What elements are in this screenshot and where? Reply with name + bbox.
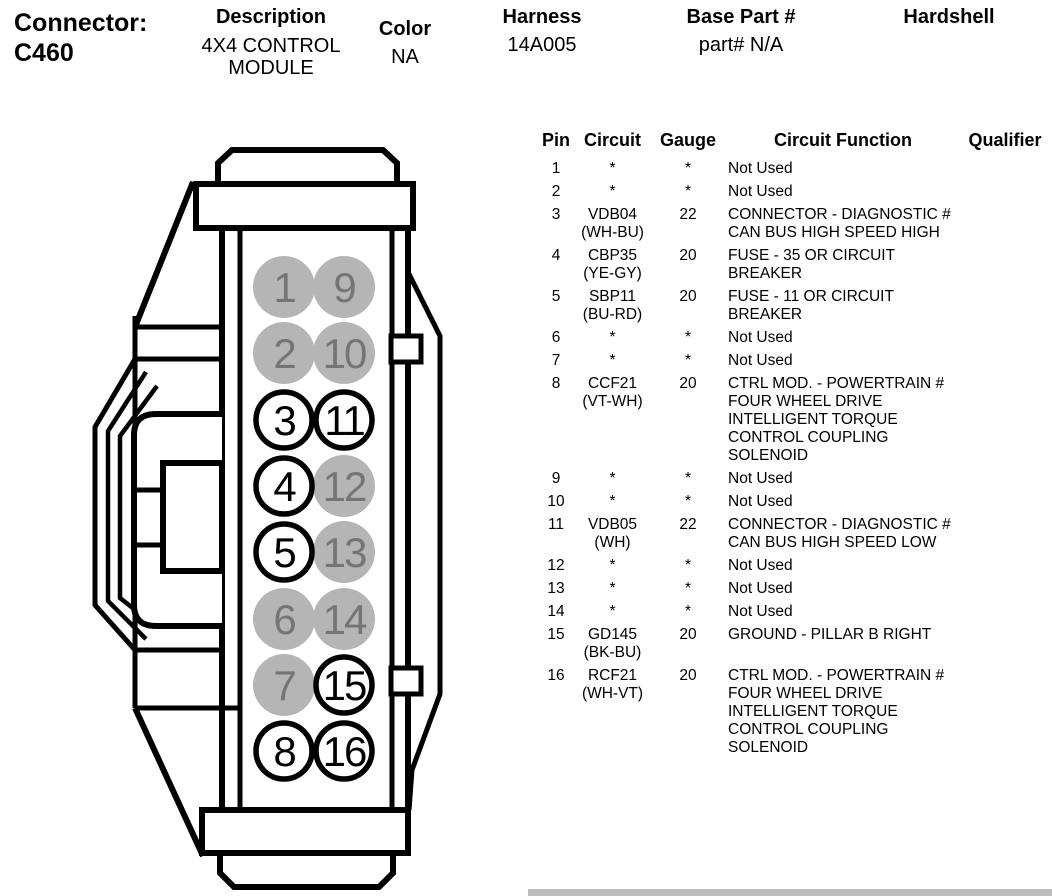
table-row bbox=[535, 516, 1052, 557]
qualifier-cell bbox=[958, 470, 1052, 488]
circuit-cell: * bbox=[609, 470, 616, 487]
gauge-cell: * bbox=[684, 470, 692, 487]
diagram-upper-left-slant bbox=[135, 182, 193, 327]
function-cell: Not Used bbox=[728, 183, 793, 200]
function-cell: FUSE - 35 OR CIRCUIT BREAKER bbox=[728, 247, 896, 282]
pin-number-cell: 13 bbox=[547, 580, 565, 597]
table-row bbox=[535, 557, 1052, 580]
function-cell: CTRL MOD. - POWERTRAIN # FOUR WHEEL DRIVE INTELLIGENT TORQUE CONTROL COUPLING SOLENOID bbox=[728, 667, 945, 756]
gauge-cell: 20 bbox=[679, 375, 697, 392]
pin-label-4: 4 bbox=[273, 463, 295, 510]
pin-label-14: 14 bbox=[322, 596, 366, 643]
pin-label-7: 7 bbox=[273, 662, 295, 709]
gauge-cell: 20 bbox=[679, 288, 697, 305]
qualifier-cell bbox=[958, 626, 1052, 662]
description-value-line1: 4X4 CONTROL bbox=[201, 35, 341, 57]
gauge-cell: * bbox=[684, 329, 692, 346]
gauge-cell: * bbox=[684, 352, 692, 369]
qualifier-cell bbox=[958, 206, 1052, 242]
function-cell: Not Used bbox=[728, 603, 793, 620]
col-header-gauge: Gauge bbox=[659, 130, 716, 150]
pin-number-cell: 9 bbox=[551, 470, 561, 487]
table-row bbox=[535, 160, 1052, 183]
table-row bbox=[535, 247, 1052, 288]
bottom-divider bbox=[528, 889, 1052, 896]
diagram-lower-left-slant bbox=[135, 708, 203, 856]
gauge-cell: 22 bbox=[679, 206, 697, 223]
diagram-top-bar bbox=[196, 184, 413, 228]
pin-number-cell: 3 bbox=[551, 206, 561, 223]
pin-number-cell: 15 bbox=[547, 626, 565, 643]
table-row bbox=[535, 352, 1052, 375]
function-cell: Not Used bbox=[728, 470, 793, 487]
pin-number-cell: 8 bbox=[551, 375, 561, 392]
qualifier-cell bbox=[958, 493, 1052, 511]
function-cell: CTRL MOD. - POWERTRAIN # FOUR WHEEL DRIVE INTELLIGENT TORQUE CONTROL COUPLING SOLENOID bbox=[728, 375, 945, 464]
pin-number-cell: 7 bbox=[551, 352, 561, 369]
diagram-right-tab-upper bbox=[391, 336, 421, 362]
color-label: Color bbox=[378, 18, 432, 40]
table-row bbox=[535, 206, 1052, 247]
pin-layer bbox=[253, 256, 375, 779]
table-row bbox=[535, 470, 1052, 493]
qualifier-cell bbox=[958, 580, 1052, 598]
circuit-cell: * bbox=[609, 183, 616, 200]
circuit-cell: * bbox=[609, 580, 616, 597]
col-header-circuit-function: Circuit Function bbox=[774, 130, 912, 150]
description-value-line2: MODULE bbox=[228, 57, 314, 79]
circuit-cell: VDB05 (WH) bbox=[587, 516, 638, 551]
gauge-cell: * bbox=[684, 183, 692, 200]
pin-label-6: 6 bbox=[273, 596, 295, 643]
pin-label-15: 15 bbox=[322, 662, 366, 709]
description-label: Description bbox=[215, 6, 327, 28]
qualifier-cell bbox=[958, 667, 1052, 757]
harness-label: Harness bbox=[502, 6, 582, 28]
function-cell: FUSE - 11 OR CIRCUIT BREAKER bbox=[728, 288, 894, 323]
gauge-cell: * bbox=[684, 603, 692, 620]
gauge-cell: 20 bbox=[679, 626, 697, 643]
pin-table bbox=[535, 130, 1052, 762]
qualifier-cell bbox=[958, 329, 1052, 347]
qualifier-cell bbox=[958, 352, 1052, 370]
circuit-cell: * bbox=[609, 603, 616, 620]
pin-number-cell: 4 bbox=[551, 247, 561, 264]
pin-number-cell: 11 bbox=[547, 516, 565, 533]
pin-label-8: 8 bbox=[273, 728, 295, 775]
diagram-right-tab-lower bbox=[391, 668, 421, 694]
function-cell: Not Used bbox=[728, 493, 793, 510]
pin-number-cell: 2 bbox=[551, 183, 561, 200]
pin-label-9: 9 bbox=[333, 264, 355, 311]
table-row bbox=[535, 288, 1052, 329]
harness-value: 14A005 bbox=[507, 34, 577, 56]
gauge-cell: 20 bbox=[679, 247, 697, 264]
function-cell: GROUND - PILLAR B RIGHT bbox=[728, 626, 932, 643]
qualifier-cell bbox=[958, 516, 1052, 552]
gauge-cell: * bbox=[684, 160, 692, 177]
qualifier-cell bbox=[958, 603, 1052, 621]
gauge-cell: * bbox=[684, 580, 692, 597]
circuit-cell: * bbox=[609, 160, 616, 177]
table-row bbox=[535, 603, 1052, 626]
pin-table-header bbox=[535, 130, 1052, 150]
hardshell-label: Hardshell bbox=[903, 6, 995, 28]
pin-label-13: 13 bbox=[322, 529, 366, 576]
function-cell: CONNECTOR - DIAGNOSTIC # CAN BUS HIGH SPEED HIGH bbox=[728, 206, 951, 241]
table-row bbox=[535, 667, 1052, 762]
function-cell: CONNECTOR - DIAGNOSTIC # CAN BUS HIGH SPEED LOW bbox=[728, 516, 951, 551]
table-row bbox=[535, 375, 1052, 470]
circuit-cell: CCF21 (VT-WH) bbox=[582, 375, 643, 410]
pin-label-16: 16 bbox=[322, 728, 366, 775]
circuit-cell: VDB04 (WH-BU) bbox=[581, 206, 644, 241]
function-cell: Not Used bbox=[728, 329, 793, 346]
function-cell: Not Used bbox=[728, 580, 793, 597]
col-header-pin: Pin bbox=[541, 130, 570, 150]
pin-label-1: 1 bbox=[273, 264, 295, 311]
gauge-cell: 20 bbox=[679, 667, 697, 684]
pin-label-2: 2 bbox=[273, 330, 295, 377]
diagram-latch-keeper bbox=[163, 463, 222, 571]
function-cell: Not Used bbox=[728, 557, 793, 574]
gauge-cell: * bbox=[684, 493, 692, 510]
pin-label-3: 3 bbox=[273, 397, 295, 444]
connector-id: C460 bbox=[14, 39, 74, 67]
circuit-cell: SBP11 (BU-RD) bbox=[582, 288, 643, 323]
pin-number-cell: 6 bbox=[551, 329, 561, 346]
base-part-value: part# N/A bbox=[698, 34, 784, 56]
circuit-cell: * bbox=[609, 329, 616, 346]
table-row bbox=[535, 493, 1052, 516]
pin-number-cell: 5 bbox=[551, 288, 561, 305]
gauge-cell: 22 bbox=[679, 516, 697, 533]
color-value: NA bbox=[391, 46, 419, 68]
qualifier-cell bbox=[958, 183, 1052, 201]
qualifier-cell bbox=[958, 557, 1052, 575]
diagram-bottom-bar bbox=[202, 810, 408, 853]
pin-label-12: 12 bbox=[322, 463, 366, 510]
col-header-qualifier: Qualifier bbox=[968, 130, 1042, 150]
pin-label-10: 10 bbox=[322, 330, 366, 377]
circuit-cell: CBP35 (YE-GY) bbox=[583, 247, 642, 282]
pin-number-cell: 10 bbox=[547, 493, 565, 510]
circuit-cell: RCF21 (WH-VT) bbox=[581, 667, 644, 702]
table-row bbox=[535, 183, 1052, 206]
pin-number-cell: 12 bbox=[547, 557, 565, 574]
pin-number-cell: 1 bbox=[551, 160, 561, 177]
table-row bbox=[535, 626, 1052, 667]
qualifier-cell bbox=[958, 375, 1052, 465]
base-part-label: Base Part # bbox=[686, 6, 796, 28]
pin-label-5: 5 bbox=[273, 529, 295, 576]
circuit-cell: * bbox=[609, 352, 616, 369]
pin-number-cell: 14 bbox=[547, 603, 565, 620]
circuit-cell: * bbox=[609, 557, 616, 574]
gauge-cell: * bbox=[684, 557, 692, 574]
table-row bbox=[535, 580, 1052, 603]
circuit-cell: GD145 (BK-BU) bbox=[583, 626, 642, 661]
connector-label: Connector: bbox=[14, 9, 148, 37]
circuit-cell: * bbox=[609, 493, 616, 510]
qualifier-cell bbox=[958, 247, 1052, 283]
function-cell: Not Used bbox=[728, 160, 793, 177]
pin-table-body bbox=[535, 160, 1052, 762]
col-header-circuit: Circuit bbox=[583, 130, 641, 150]
qualifier-cell bbox=[958, 288, 1052, 324]
qualifier-cell bbox=[958, 160, 1052, 178]
pin-number-cell: 16 bbox=[547, 667, 565, 684]
pin-label-11: 11 bbox=[324, 397, 364, 444]
table-row bbox=[535, 329, 1052, 352]
function-cell: Not Used bbox=[728, 352, 793, 369]
